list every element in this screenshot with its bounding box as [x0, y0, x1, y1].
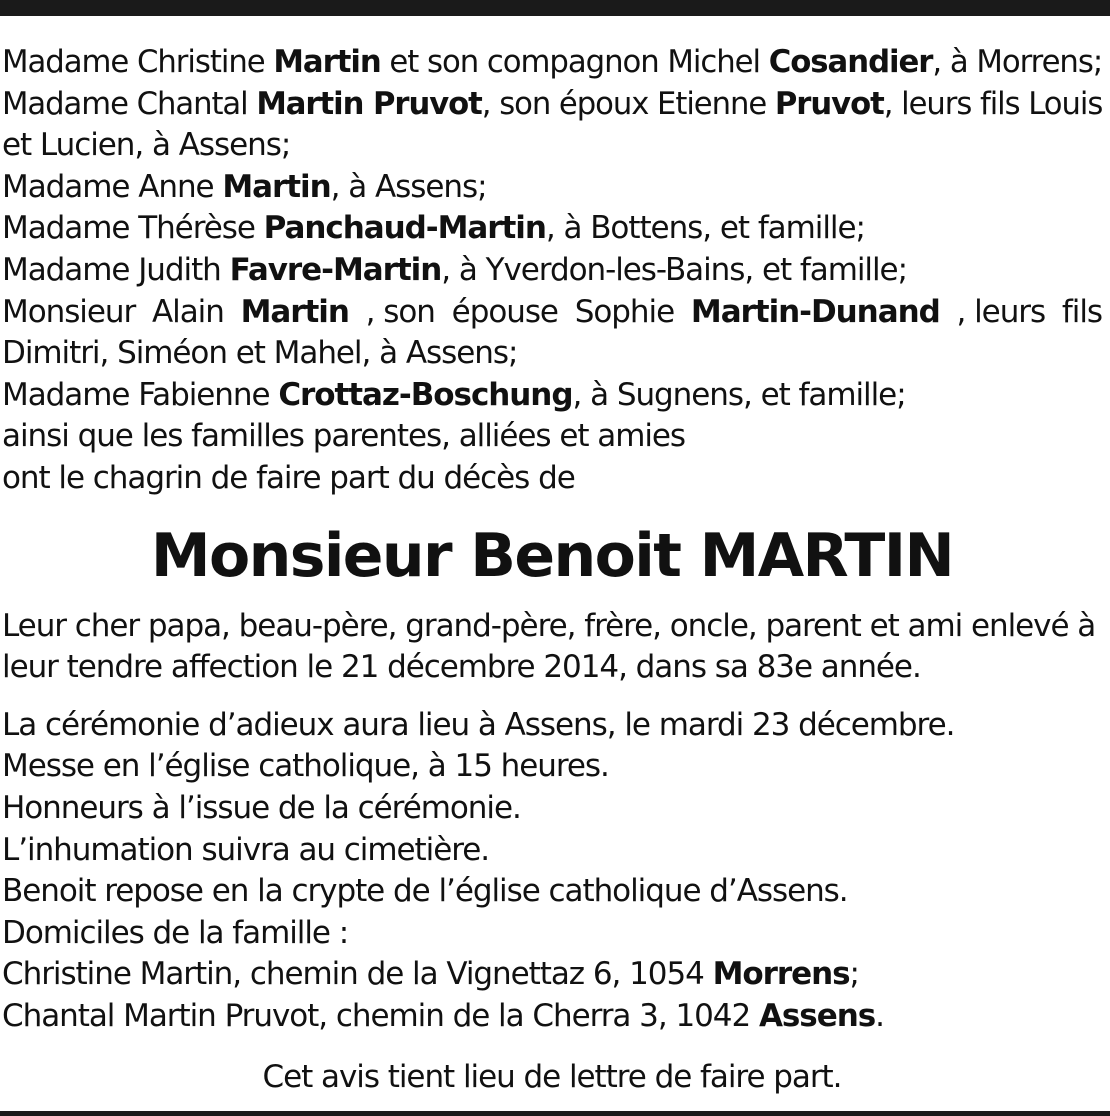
text-segment: ; [849, 956, 859, 993]
text-segment: , leurs [956, 293, 1046, 330]
text-segment: Monsieur [2, 293, 136, 330]
ceremony-line [2, 913, 1102, 955]
ceremony-details [2, 705, 1102, 1038]
family-line [2, 125, 1102, 167]
text-segment: , leurs fils Louis [883, 85, 1103, 122]
family-line [2, 84, 1103, 126]
bottom-rule [0, 1111, 1110, 1116]
family-line [2, 458, 1102, 500]
family-line [2, 375, 1102, 417]
text-segment: , à Sugnens, et famille; [572, 376, 906, 413]
surname-bold: Martin Pruvot [256, 85, 482, 122]
surname-bold: Martin [273, 44, 381, 80]
text-segment: L’inhumation suivra au cimetière. [2, 831, 490, 868]
text-segment: Benoit repose en la crypte de l’église catholique d’Assens. [2, 873, 848, 910]
text-segment: épouse [451, 293, 558, 330]
ceremony-line [2, 788, 1102, 830]
text-segment: et Lucien, à Assens; [2, 127, 291, 164]
family-line [2, 416, 1102, 458]
tribute-paragraph [2, 606, 1102, 689]
family-line [2, 42, 1103, 84]
text-segment: Christine Martin, chemin de la Vignettaz 6, 1054 [2, 956, 713, 993]
text-segment: Messe en l’église catholique, à 15 heures. [2, 748, 609, 785]
surname-bold: Martin [240, 293, 349, 330]
text-segment: ont le chagrin de faire part du décès de [2, 459, 575, 496]
text-segment: Dimitri, Siméon et Mahel, à Assens; [2, 335, 518, 372]
surname-bold: Cosandier [768, 44, 933, 80]
text-segment: Madame Chantal [2, 85, 257, 122]
text-segment: , son époux Etienne [481, 85, 775, 122]
text-segment: , à Morrens; [932, 44, 1103, 80]
ceremony-line [2, 746, 1102, 788]
text-segment: , à Assens; [330, 168, 487, 205]
text-segment: Alain [151, 293, 224, 330]
tribute-line [2, 606, 1102, 648]
surname-bold: Martin [222, 168, 331, 205]
family-line [2, 333, 1102, 375]
text-segment: Honneurs à l’issue de la cérémonie. [2, 789, 521, 826]
surname-bold: Favre-Martin [229, 251, 442, 288]
text-segment: Madame Christine [2, 44, 274, 80]
surname-bold: Morrens [712, 956, 850, 993]
text-segment: Madame Thérèse [2, 210, 264, 247]
text-segment: , son [365, 293, 435, 330]
family-line [2, 250, 1102, 292]
text-segment: Madame Fabienne [2, 376, 279, 413]
text-segment: , à Bottens, et famille; [545, 210, 865, 247]
text-segment: . [875, 997, 884, 1034]
tribute-line [2, 647, 1102, 689]
ceremony-line [2, 954, 1102, 996]
ceremony-line [2, 830, 1102, 872]
surname-bold: Assens [758, 997, 876, 1034]
family-line [2, 167, 1102, 209]
closing-line: Cet avis tient lieu de lettre de faire part. [262, 1059, 842, 1096]
text-segment: Domiciles de la famille : [2, 914, 349, 951]
surname-bold: Panchaud-Martin [263, 210, 546, 247]
closing-note [2, 1057, 1102, 1099]
text-segment: ainsi que les familles parentes, alliées et amies [2, 418, 686, 455]
paragraph-gap [2, 689, 1102, 705]
text-segment: et son compagnon Michel [380, 44, 769, 80]
deceased-name: Monsieur Benoit MARTIN [150, 520, 954, 591]
ceremony-line [2, 705, 1102, 747]
family-line [2, 208, 1102, 250]
text-segment: Sophie [574, 293, 675, 330]
text-segment: La cérémonie d’adieux aura lieu à Assens, le mardi 23 décembre. [2, 706, 955, 743]
text-segment: fils [1061, 293, 1102, 330]
ceremony-line [2, 871, 1102, 913]
text-segment: leur tendre affection le 21 décembre 2014, dans sa 83e année. [2, 649, 921, 686]
top-rule [0, 0, 1110, 16]
text-segment: Leur cher papa, beau-père, grand-père, frère, oncle, parent et ami enlevé à [2, 607, 1096, 644]
text-segment: Madame Anne [2, 168, 223, 205]
surname-bold: Pruvot [774, 85, 884, 122]
surname-bold: Crottaz-Boschung [278, 376, 573, 413]
text-segment: Chantal Martin Pruvot, chemin de la Cherra 3, 1042 [2, 997, 759, 1034]
notice-body [2, 42, 1102, 1099]
family-list [2, 42, 1102, 500]
family-line [2, 292, 1102, 334]
ceremony-line [2, 996, 1102, 1038]
text-segment: Madame Judith [2, 251, 230, 288]
text-segment: , à Yverdon-les-Bains, et famille; [441, 251, 907, 288]
surname-bold: Martin-Dunand [690, 293, 940, 330]
